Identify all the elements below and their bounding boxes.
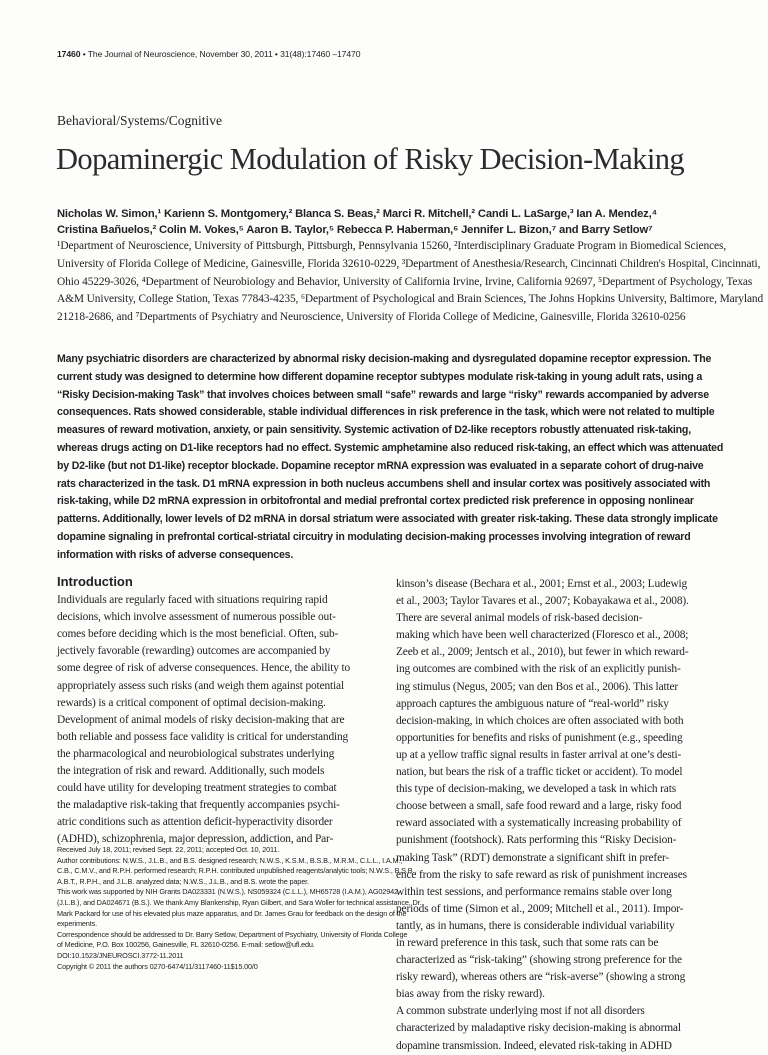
body-line: the maladaptive risk-taking that frequently accompanies psychi-	[57, 799, 340, 812]
body-line: Development of animal models of risky decision-making that are	[57, 713, 345, 726]
body-line: A common substrate underlying most if not all disorders	[396, 1005, 645, 1018]
abstract-line: by D2-like (but not D1-like) receptor blockade. Dopamine receptor mRNA expression was evaluated in a separate cohort of drug-naive	[57, 459, 704, 472]
body-line: Individuals are regularly faced with situations requiring rapid	[57, 594, 328, 607]
body-line: this type of decision-making, we developed a task in which rats	[396, 783, 676, 796]
body-line: risky reward), whereas others are “risk-averse” (showing a strong	[396, 971, 686, 984]
body-line: (ADHD), schizophrenia, major depression, addiction, and Par-	[57, 833, 334, 846]
body-line: in reward preference in this task, such that some rats can be	[396, 936, 659, 949]
footnote-line: Correspondence should be addressed to Dr. Barry Setlow, Department of Psychiatry, University of Florida College	[57, 929, 408, 939]
affiliation-line: Ohio 45229-3026, ⁴Department of Neurobiology and Behavior, University of California Irvine, Irvine, California 92697, ⁵Department of Psychology, Texas	[57, 275, 753, 288]
body-line: within test sessions, and performance remains stable over long	[396, 885, 672, 898]
abstract-line: “Risky Decision-making Task” that involves choices between small “safe” rewards and large “risky” rewards accompanied by adverse	[57, 388, 709, 401]
abstract-line: rats characterized in the task. D1 mRNA expression in both nucleus accumbens shell and insular cortex was positively associated with	[57, 477, 711, 490]
body-line: comes before deciding which is the most beneficial. Often, sub-	[57, 628, 339, 641]
body-line: some degree of risk of adverse consequences. Hence, the ability to	[57, 662, 351, 675]
journal-citation: • The Journal of Neuroscience, November 30, 2011 • 31(48):17460 –17470	[80, 49, 361, 59]
body-line: atric conditions such as attention deficit-hyperactivity disorder	[57, 816, 333, 829]
author-list	[57, 206, 717, 238]
body-line: ing outcomes are combined with the risk of an explicitly punish-	[396, 663, 681, 676]
body-line: et al., 2003; Taylor Tavares et al., 2007; Kobayakawa et al., 2008).	[396, 595, 689, 608]
body-line: approach captures the ambiguous nature of “real-world” risky	[396, 697, 669, 710]
body-line: up at a yellow traffic signal results in faster arrival at one’s desti-	[396, 748, 682, 761]
footnote-line: Mark Packard for use of his elevated plus maze apparatus, and Dr. James Grau for feedback on the design of the	[57, 908, 407, 918]
body-line: could have utility for developing treatment strategies to combat	[57, 782, 337, 795]
body-line: the integration of risk and reward. Additionally, such models	[57, 765, 325, 778]
footnote-line: experiments.	[57, 919, 97, 929]
affiliation-line: ¹Department of Neuroscience, University of Pittsburgh, Pittsburgh, Pennsylvania 15260, ²Interdisciplinary Graduate Program in Biomedical Sciences,	[57, 240, 727, 252]
section-label: Behavioral/Systems/Cognitive	[57, 113, 222, 128]
copyright-line: Copyright © 2011 the authors 0270-6474/11/3117460-11$15.00/0	[57, 961, 258, 971]
affiliation-line: A&M University, College Station, Texas 77843-4235, ⁶Department of Psychological and Brain Sciences, The Johns Hopkins University, Baltimore, Maryland	[57, 293, 764, 306]
body-line: making Task” (RDT) demonstrate a significant shift in prefer-	[396, 851, 670, 864]
footnote-line: This work was supported by NIH Grants DA023331 (N.W.S.), NS059324 (C.L.L.), MH65728 (I.A.M.), AG02942	[57, 887, 398, 897]
body-line: opportunities for benefits and risks of punishment (e.g., speeding	[396, 731, 683, 744]
body-line: characterized as “risk-taking” (showing strong preference for the	[396, 954, 682, 967]
abstract-line: patterns. Additionally, lower levels of D2 mRNA in dorsal striatum were associated with greater risk-taking. These data strongly implicate	[57, 513, 718, 526]
abstract-line: information with risks of adverse consequences.	[57, 548, 294, 561]
body-line: reward associated with a systematically increasing probability of	[396, 817, 682, 830]
abstract-line: risk-taking, while D2 mRNA expression in orbitofrontal and medial prefrontal cortex predicted risk preference in opposing nonlinear	[57, 495, 694, 508]
running-header	[57, 49, 717, 59]
body-line: bias away from the risky reward).	[396, 988, 545, 1001]
body-line: appropriately assess such risks (and weigh them against potential	[57, 679, 344, 692]
abstract-line: current study was designed to determine how different dopamine receptor subtypes modulate risk-taking in young adult rats, using a	[57, 370, 703, 383]
footnote-line: of Medicine, P.O. Box 100256, Gainesville, FL 32610-0256. E-mail: setlow@ufl.edu.	[57, 940, 315, 950]
abstract-line: dopamine signaling in prefrontal cortical-striatal circuitry in modulating decision-making processes involving integration of reward	[57, 530, 691, 543]
body-line: periods of time (Simon et al., 2009; Mitchell et al., 2011). Impor-	[396, 902, 684, 915]
left-column	[57, 573, 381, 849]
introduction-heading: Introduction	[57, 574, 133, 589]
body-line: There are several animal models of risk-based decision-	[396, 612, 643, 625]
body-line: tantly, as in humans, there is considerable individual variability	[396, 919, 675, 932]
footnote-line: Author contributions: N.W.S., J.L.B., and B.S. designed research; N.W.S., K.S.M., B.S.B., M.R.M., C.L.L., I.A.M.,	[57, 855, 403, 865]
body-line: dopamine transmission. Indeed, elevated risk-taking in ADHD	[396, 1039, 672, 1052]
footnote-line: Received July 18, 2011; revised Sept. 22, 2011; accepted Oct. 10, 2011.	[57, 845, 280, 854]
body-line: nation, but bears the risk of a traffic ticket or accident). To model	[396, 766, 683, 779]
author-line: Nicholas W. Simon,¹ Karienn S. Montgomery,² Blanca S. Beas,² Marci R. Mitchell,² Candi L. LaSarge,³ Ian A. Mendez,⁴	[57, 208, 657, 220]
doi-line: DOI:10.1523/JNEUROSCI.3772-11.2011	[57, 950, 184, 960]
footnote-line: C.B., C.M.V., and R.P.H. performed research; R.P.H. contributed unpublished reagents/analytic tools; N.W.S., B.S.B.,	[57, 866, 417, 876]
abstract-line: Many psychiatric disorders are characterized by abnormal risky decision-making and dysregulated dopamine receptor expression. The	[57, 353, 712, 365]
abstract-line: consequences. Rats showed considerable, stable individual differences in risk preference in the task, which were not related to multiple	[57, 406, 715, 419]
abstract-line: whereas drugs acting on D1-like receptors had no effect. Systemic amphetamine also reduced risk-taking, an effect which was attenuated	[57, 441, 724, 454]
body-line: ing stimulus (Negus, 2005; van den Bos et al., 2006). This latter	[396, 680, 679, 693]
abstract	[57, 351, 724, 565]
body-line: decisions, which involve assessment of numerous possible out-	[57, 611, 336, 624]
body-line: rewards) is a critical component of optimal decision-making.	[57, 696, 326, 709]
body-line: the pharmacological and neurobiological substrates underlying	[57, 747, 335, 760]
affiliations	[57, 238, 764, 327]
article-title: Dopaminergic Modulation of Risky Decision-Making	[56, 142, 684, 176]
body-line: characterized by maladaptive risky decision-making is abnormal	[396, 1022, 681, 1035]
right-column	[396, 576, 720, 1055]
footnote-line: (J.L.B.), and DA024671 (B.S.). We thank Amy Blankenship, Ryan Gilbert, and Sara Woller for technical assistance, Dr.	[57, 897, 422, 907]
body-line: jectively favorable (rewarding) outcomes are accompanied by	[57, 645, 331, 658]
body-line: ence from the risky to safe reward as risk of punishment increases	[396, 868, 687, 881]
body-line: punishment (footshock). Rats performing this “Risky Decision-	[396, 834, 677, 847]
page-number: 17460	[57, 49, 81, 59]
body-line: decision-making, in which choices are often associated with both	[396, 714, 684, 727]
affiliation-line: 21218-2686, and ⁷Departments of Psychiatry and Neuroscience, University of Florida College of Medicine, Gainesville, Florida 32610-0256	[57, 311, 686, 324]
body-line: choose between a small, safe food reward and a large, risky food	[396, 800, 682, 813]
body-line: making which have been well characterized (Floresco et al., 2008;	[396, 629, 689, 642]
body-line: Zeeb et al., 2009; Jentsch et al., 2010), but fewer in which reward-	[396, 646, 689, 659]
footnote-line: A.B.T., R.P.H., and J.L.B. analyzed data; N.W.S., J.L.B., and B.S. wrote the paper.	[57, 876, 309, 886]
author-line: Cristina Bañuelos,² Colin M. Vokes,⁵ Aaron B. Taylor,⁵ Rebecca P. Haberman,⁶ Jennifer L. Bizon,⁷ and Barry Setlow⁷	[57, 224, 653, 236]
body-line: kinson’s disease (Bechara et al., 2001; Ernst et al., 2003; Ludewig	[396, 578, 688, 590]
abstract-line: measures of reward motivation, anxiety, or pain sensitivity. Systemic activation of D2-like receptors robustly attenuated risk-taking,	[57, 424, 691, 437]
affiliation-line: University of Florida College of Medicine, Gainesville, Florida 32610-0229, ³Department of Anesthesia/Research, Cincinnati Children's Hospital, Cincinnati,	[57, 257, 761, 270]
footnotes	[57, 845, 422, 972]
body-line: both reliable and possess face validity is critical for understanding	[57, 730, 349, 743]
